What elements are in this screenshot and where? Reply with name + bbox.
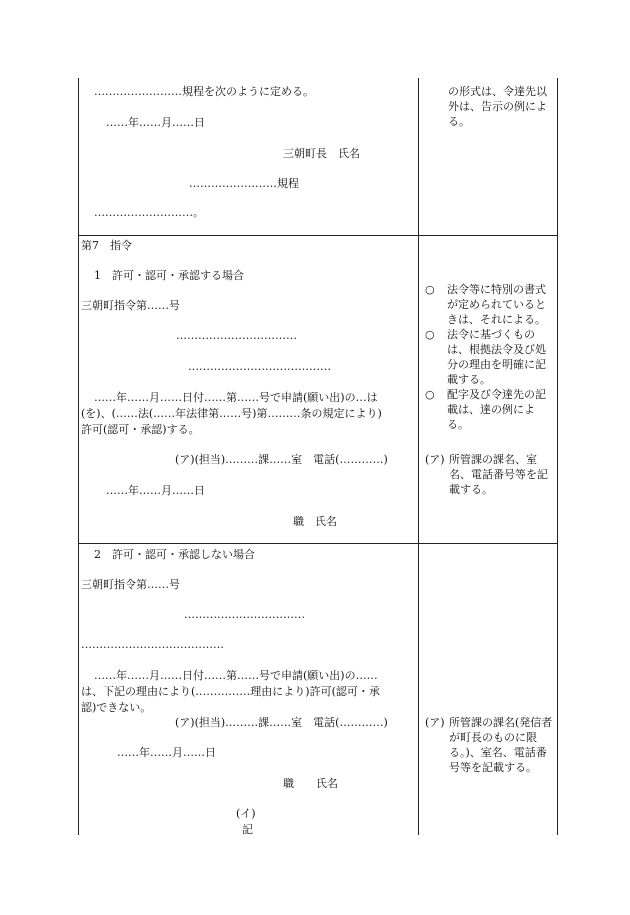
- rule-name: ……………………規程: [189, 177, 299, 190]
- ending-line: ………………………。: [94, 206, 204, 219]
- case1-dots-1: ……………………………: [176, 329, 297, 342]
- table-column-divider: [418, 78, 419, 835]
- remark-item: ○ 配字及び令達先の記載は、達の例による。: [425, 388, 546, 431]
- case2-signer: 職 氏名: [283, 777, 338, 790]
- remark-item: ○ 法令等に特別の書式が定められているときは、それによる。: [425, 283, 546, 326]
- date-line: ……年……月……日: [106, 116, 205, 129]
- case2-ki: 記: [242, 823, 253, 836]
- case2-body-line-3: 認)できない。: [81, 701, 152, 714]
- case1-contact-remark: (ア) 所管課の課名、室名、電話番号等を記載する。: [425, 453, 548, 496]
- case1-number: 三朝町指令第……号: [81, 299, 180, 312]
- case1-body-line-3: 許可(認可・承認)する。: [81, 423, 200, 436]
- table-right-border: [557, 78, 558, 835]
- case1-contact: (ア)(担当)………課……室 電話(…………): [175, 453, 388, 466]
- case2-dots-2: …………………………………: [81, 638, 224, 651]
- section-heading: 第7 指令: [81, 239, 132, 252]
- case2-contact-remark: (ア) 所管課の課名(発信者が町長のものに限る。)、室名、電話番号等を記載する。: [425, 716, 553, 774]
- case2-title: 2 許可・認可・承認しない場合: [94, 548, 255, 561]
- top-remark: の形式は、令達先以外は、告示の例による。: [448, 85, 547, 128]
- case2-body-line-2: は、下記の理由により(……………理由により)許可(認可・承: [81, 685, 380, 698]
- case1-signer: 職 氏名: [293, 515, 337, 528]
- case1-dots-2: …………………………………: [188, 360, 331, 373]
- case1-title: 1 許可・認可・承認する場合: [94, 269, 244, 282]
- case1-body-line-1: ……年……月……日付……第……号で申請(願い出)の…は: [94, 391, 378, 404]
- case2-number: 三朝町指令第……号: [81, 578, 180, 591]
- case2-body-line-1: ……年……月……日付……第……号で申請(願い出)の……: [94, 669, 378, 682]
- case1-body-line-2: (を)、(……法(……年法律第……号)第………条の規定により): [81, 407, 382, 420]
- case2-date: ……年……月……日: [117, 746, 216, 759]
- case1-date: ……年……月……日: [106, 484, 205, 497]
- row-divider-1: [78, 235, 558, 236]
- signer-name: 三朝町長 氏名: [283, 147, 360, 160]
- case1-remarks: [425, 282, 555, 432]
- rule-enactment-line: ……………………規程を次のように定める。: [94, 85, 314, 98]
- case2-contact: (ア)(担当)………課……室 電話(…………): [175, 716, 388, 729]
- remark-item: ○ 法令に基づくものは、根拠法令及び処分の理由を明確に記載する。: [425, 328, 546, 386]
- row-divider-2: [78, 543, 558, 544]
- case2-mark-i: (イ): [236, 807, 256, 820]
- table-left-border: [78, 78, 79, 835]
- case2-dots-1: ……………………………: [184, 608, 305, 621]
